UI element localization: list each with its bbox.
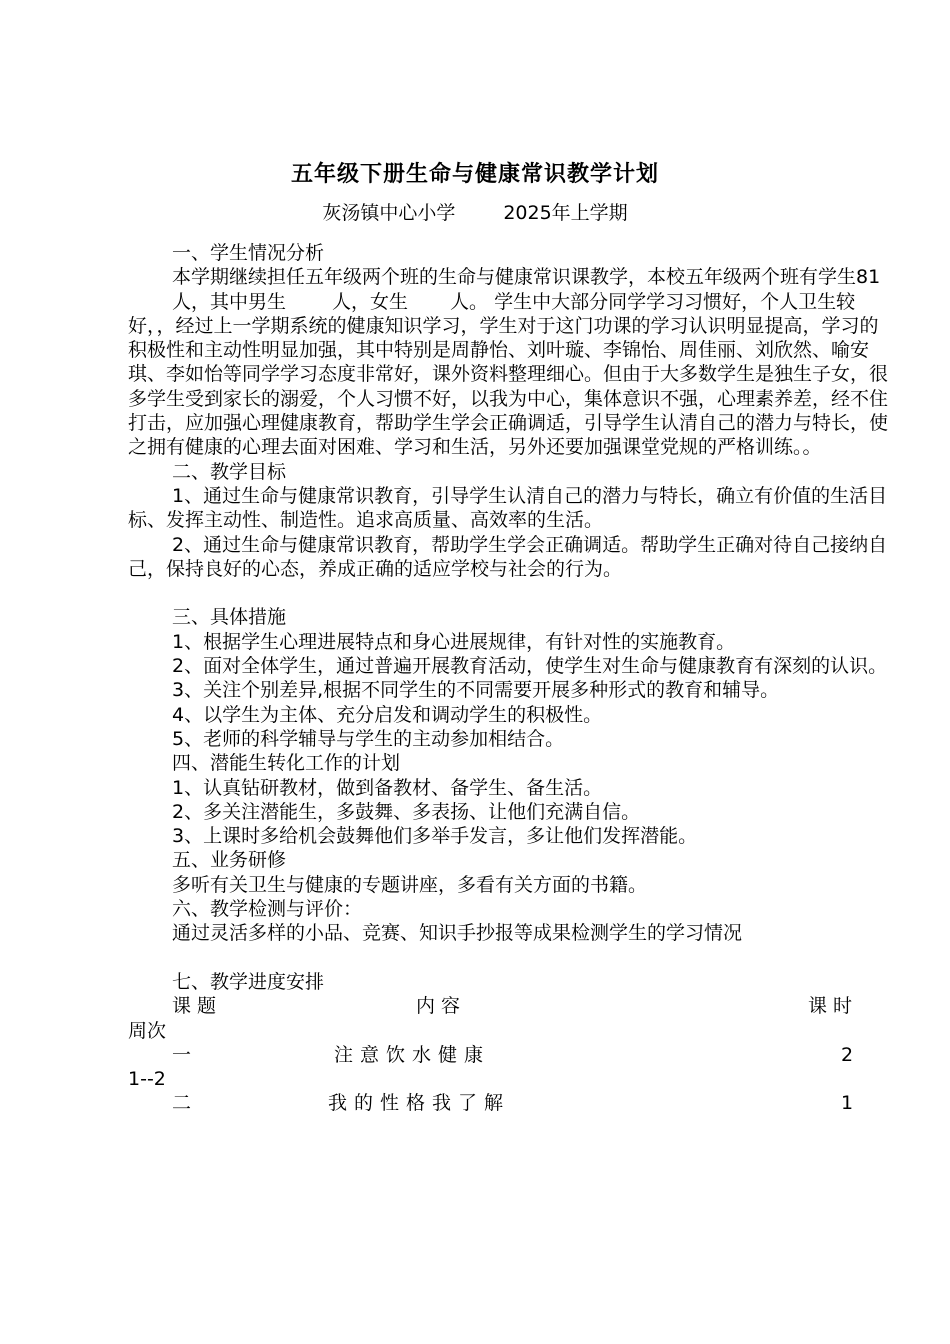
row-weeks: 1--2 xyxy=(128,1068,166,1091)
schedule-row-weeks xyxy=(128,1067,888,1091)
header-topic: 课 题 xyxy=(172,995,217,1018)
document-body xyxy=(128,241,888,1114)
student-analysis-paragraph xyxy=(128,265,888,459)
potential-item: 1、认真钻研教材，做到备教材、备学生、备生活。 xyxy=(172,776,603,799)
schedule-header-row-2 xyxy=(128,1019,888,1043)
header-content: 内 容 xyxy=(416,995,461,1018)
row-topic: 一 xyxy=(172,1043,192,1066)
schedule-table xyxy=(128,994,888,1114)
row-content: 我的性格我了解 xyxy=(328,1092,511,1115)
goal-item: 2、通过生命与健康常识教育，帮助学生学会正确调适。帮助学生正确对待自己接纳自己，保持良好的心态，养成正确的适应学校与社会的行为。 xyxy=(128,533,888,580)
header-hours: 课 时 xyxy=(808,995,853,1018)
school-name: 灰汤镇中心小学 xyxy=(322,202,456,224)
measure-item: 1、根据学生心理进展特点和身心进展规律，有针对性的实施教育。 xyxy=(172,630,736,653)
section-heading-measures: 三、具体措施 xyxy=(172,606,287,629)
measure-item: 2、面对全体学生，通过普遍开展教育活动，使学生对生命与健康教育有深刻的认识。 xyxy=(172,655,888,678)
row-hours: 2 xyxy=(841,1043,854,1066)
schedule-header-row xyxy=(128,994,888,1018)
analysis-text-4: 人。 学生中大部分同学学习习惯好，个人卫生较好，，经过上一学期系统的健康知识学习，学生对于这门功课的学习认识明显提高，学习的积极性和主动性明显加强，其中特别是周静怡、刘叶璇、李锦怡、周佳丽、刘欣然、喻安琪、李如怡等同学学习态度非常好，课外资料整理细心。但由于大多数学生是独生子女，很多学生受到家长的溺爱，个人习惯不好，以我为中心，集体意识不强，心理素养差，经不住打击，应加强心理健康教育，帮助学生学会正确调适，引导学生认清自己的潜力与特长，使之拥有健康的心理去面对困难、学习和生活，另外还要加强课堂党规的严格训练。。 xyxy=(128,290,889,459)
section-heading-evaluation: 六、教学检测与评价： xyxy=(172,898,363,921)
section-heading-student-analysis: 一、学生情况分析 xyxy=(172,242,325,264)
section-heading-schedule: 七、教学进度安排 xyxy=(172,970,325,993)
potential-item: 3、上课时多给机会鼓舞他们多举手发言，多让他们发挥潜能。 xyxy=(172,825,698,848)
measure-item: 3、关注个别差异,根据不同学生的不同需要开展多种形式的教育和辅导。 xyxy=(172,679,780,702)
measure-item: 4、以学生为主体、充分启发和调动学生的积极性。 xyxy=(172,703,603,726)
analysis-text-1: 本学期继续担任五年级两个班的生命与健康常识课教学，本校五年级两个班有学生 xyxy=(172,266,857,289)
section-heading-potential: 四、潜能生转化工作的计划 xyxy=(172,752,401,775)
section-heading-goals: 二、教学目标 xyxy=(172,460,287,483)
schedule-row xyxy=(128,1043,888,1067)
header-weeks: 周次 xyxy=(128,1019,167,1042)
analysis-text-3: 人，女生 xyxy=(332,290,409,313)
goal-item: 1、通过生命与健康常识教育，引导学生认清自己的潜力与特长，确立有价值的生活目标、发挥主动性、制造性。追求高质量、高效率的生活。 xyxy=(128,484,888,532)
training-text: 多听有关卫生与健康的专题讲座，多看有关方面的书籍。 xyxy=(172,873,648,896)
analysis-text-2: 人，其中男生 xyxy=(172,290,287,313)
evaluation-text: 通过灵活多样的小品、竞赛、知识手抄报等成果检测学生的学习情况 xyxy=(172,922,743,945)
row-hours: 1 xyxy=(841,1092,854,1115)
schedule-row xyxy=(128,1091,888,1115)
potential-item: 2、多关注潜能生，多鼓舞、多表扬、让他们充满自信。 xyxy=(172,800,641,823)
term-label: 2025年上学期 xyxy=(503,202,628,224)
measure-item: 5、老师的科学辅导与学生的主动参加相结合。 xyxy=(172,727,565,750)
document-subtitle xyxy=(0,198,950,225)
student-count: 81 xyxy=(856,266,881,289)
row-content: 注意饮水健康 xyxy=(334,1043,491,1066)
section-heading-training: 五、业务研修 xyxy=(172,849,287,872)
row-topic: 二 xyxy=(172,1092,192,1115)
document-title: 五年级下册生命与健康常识教学计划 xyxy=(290,162,659,187)
